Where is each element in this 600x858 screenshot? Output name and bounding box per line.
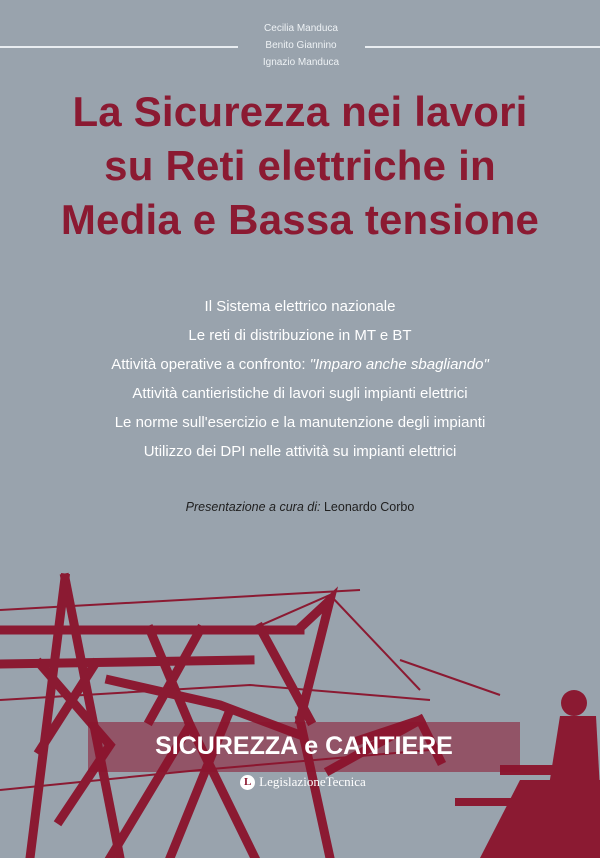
presentation-name: Leonardo Corbo [323, 500, 415, 514]
topic-item [20, 437, 580, 466]
book-title [10, 85, 590, 247]
topic-item [20, 321, 580, 350]
topic-item [20, 379, 580, 408]
author-name: Benito Giannino [265, 40, 337, 51]
topic-text: Le norme sull'esercizio e la manutenzione degli impianti [114, 414, 486, 431]
topic-text: Utilizzo dei DPI nelle attività su impianti elettrici [143, 443, 457, 460]
author-name: Ignazio Manduca [262, 57, 340, 68]
topic-emphasis: "Imparo anche sbagliando" [309, 356, 489, 373]
publisher-logo-icon: L [240, 775, 255, 790]
topic-text: Attività operative a confronto: [111, 356, 310, 373]
topic-item [20, 350, 580, 379]
authors-header [0, 20, 600, 70]
power-pylon-illustration [0, 560, 600, 858]
series-word: CANTIERE [325, 732, 453, 760]
presentation-credit [0, 500, 600, 514]
topic-text: Attività cantieristiche di lavori sugli impianti elettrici [132, 385, 468, 402]
topic-text: Le reti di distribuzione in MT e BT [188, 327, 412, 344]
title-line: Media e Bassa tensione [60, 196, 540, 243]
topics-list [20, 292, 580, 466]
publisher-name: LegislazioneTecnica [259, 774, 366, 789]
header-rule-left [0, 46, 238, 48]
authors-list [240, 20, 362, 71]
publisher-mark [218, 770, 388, 794]
title-line: su Reti elettriche in [104, 142, 496, 189]
series-connector: e [304, 732, 319, 760]
series-title [88, 727, 520, 765]
presentation-label: Presentazione a cura di: [185, 500, 321, 514]
topic-text: Il Sistema elettrico nazionale [204, 298, 396, 315]
topic-item [20, 292, 580, 321]
title-line: La Sicurezza nei lavori [72, 88, 528, 135]
topic-item [20, 408, 580, 437]
author-name: Cecilia Manduca [264, 23, 338, 34]
header-rule-right [365, 46, 600, 48]
series-word: SICUREZZA [155, 732, 298, 760]
